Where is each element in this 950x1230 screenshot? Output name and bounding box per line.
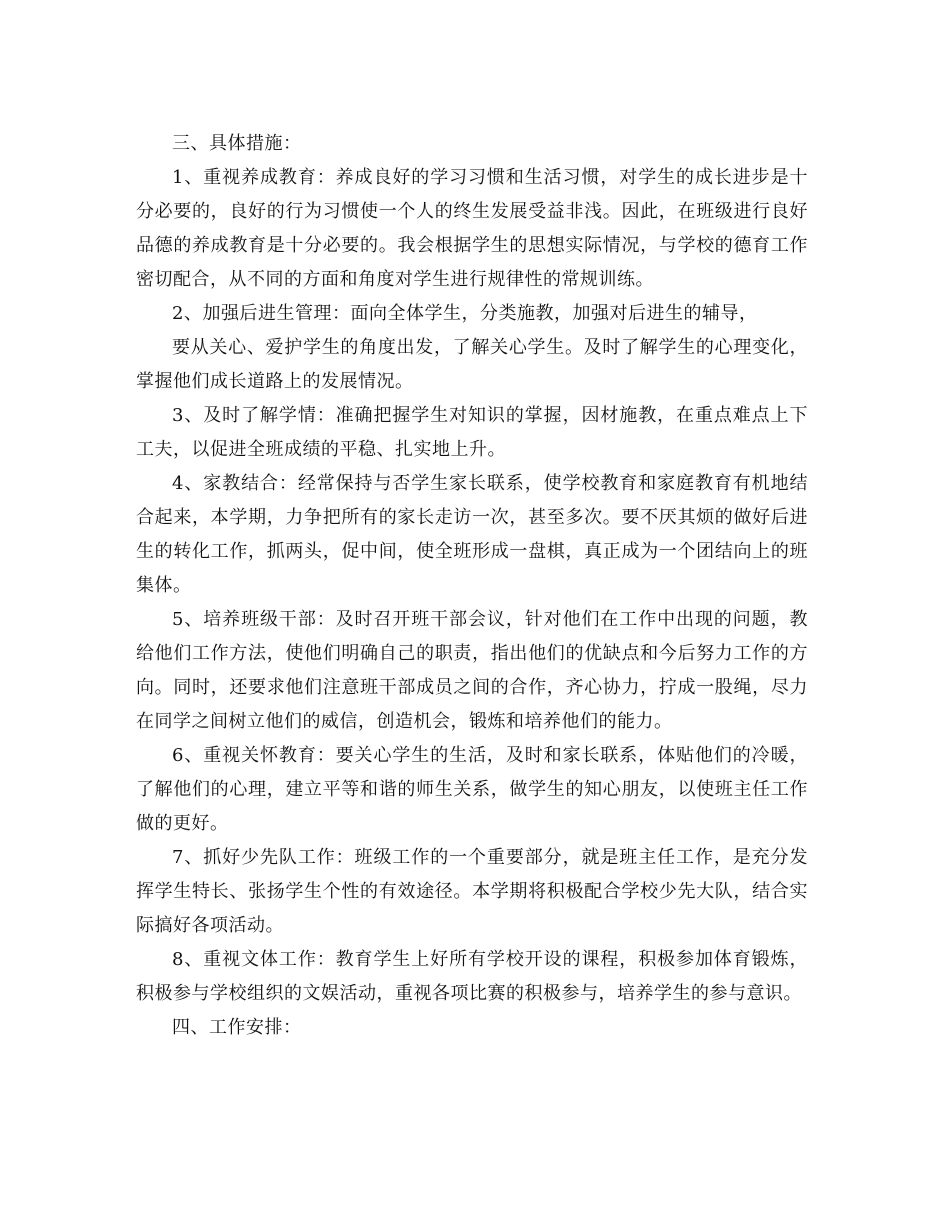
section-heading-schedule: 四、工作安排：	[172, 1017, 302, 1038]
paragraph-young-pioneers: 7、抓好少先队工作：班级工作的一个重要部分，就是班主任工作，是充分发挥学生特长、张扬学生个性的有效途径。本学期将积极配合学校少先大队，结合实际搞好各项活动。	[136, 847, 808, 936]
paragraph-arts-sports: 8、重视文体工作：教育学生上好所有学校开设的课程，积极参加体育锻炼，积极参与学校组织的文娱活动，重视各项比赛的积极参与，培养学生的参与意识。	[136, 949, 808, 1004]
paragraph-underachiever-care: 要从关心、爱护学生的角度出发，了解关心学生。及时了解学生的心理变化，掌握他们成长道路上的发展情况。	[136, 337, 808, 392]
paragraph-class-cadres: 5、培养班级干部：及时召开班干部会议，针对他们在工作中出现的问题，教给他们工作方法，使他们明确自己的职责，指出他们的优缺点和今后努力工作的方向。同时，还要求他们注意班干部成员之间的合作，齐心协力，拧成一股绳，尽力在同学之间树立他们的威信，创造机会，锻炼和培养他们的能力。	[136, 609, 808, 732]
paragraph-care-education: 6、重视关怀教育：要关心学生的生活，及时和家长联系，体贴他们的冷暖，了解他们的心理，建立平等和谐的师生关系，做学生的知心朋友，以使班主任工作做的更好。	[136, 745, 808, 834]
paragraph-habit-education: 1、重视养成教育：养成良好的学习习惯和生活习惯，对学生的成长进步是十分必要的，良好的行为习惯使一个人的终生发展受益非浅。因此，在班级进行良好品德的养成教育是十分必要的。我会根据学生的思想实际情况，与学校的德育工作密切配合，从不同的方面和角度对学生进行规律性的常规训练。	[136, 167, 808, 290]
paragraph-underachiever-management: 2、加强后进生管理：面向全体学生，分类施教，加强对后进生的辅导，	[172, 303, 758, 324]
paragraph-learning-status: 3、及时了解学情：准确把握学生对知识的掌握，因材施教，在重点难点上下工夫，以促进全班成绩的平稳、扎实地上升。	[136, 405, 808, 460]
section-heading-measures: 三、具体措施：	[172, 133, 302, 154]
paragraph-home-school: 4、家教结合：经常保持与否学生家长联系，使学校教育和家庭教育有机地结合起来，本学期，力争把所有的家长走访一次，甚至多次。要不厌其烦的做好后进生的转化工作，抓两头，促中间，使全班形成一盘棋，真正成为一个团结向上的班集体。	[136, 473, 808, 596]
document-body	[136, 127, 808, 1045]
